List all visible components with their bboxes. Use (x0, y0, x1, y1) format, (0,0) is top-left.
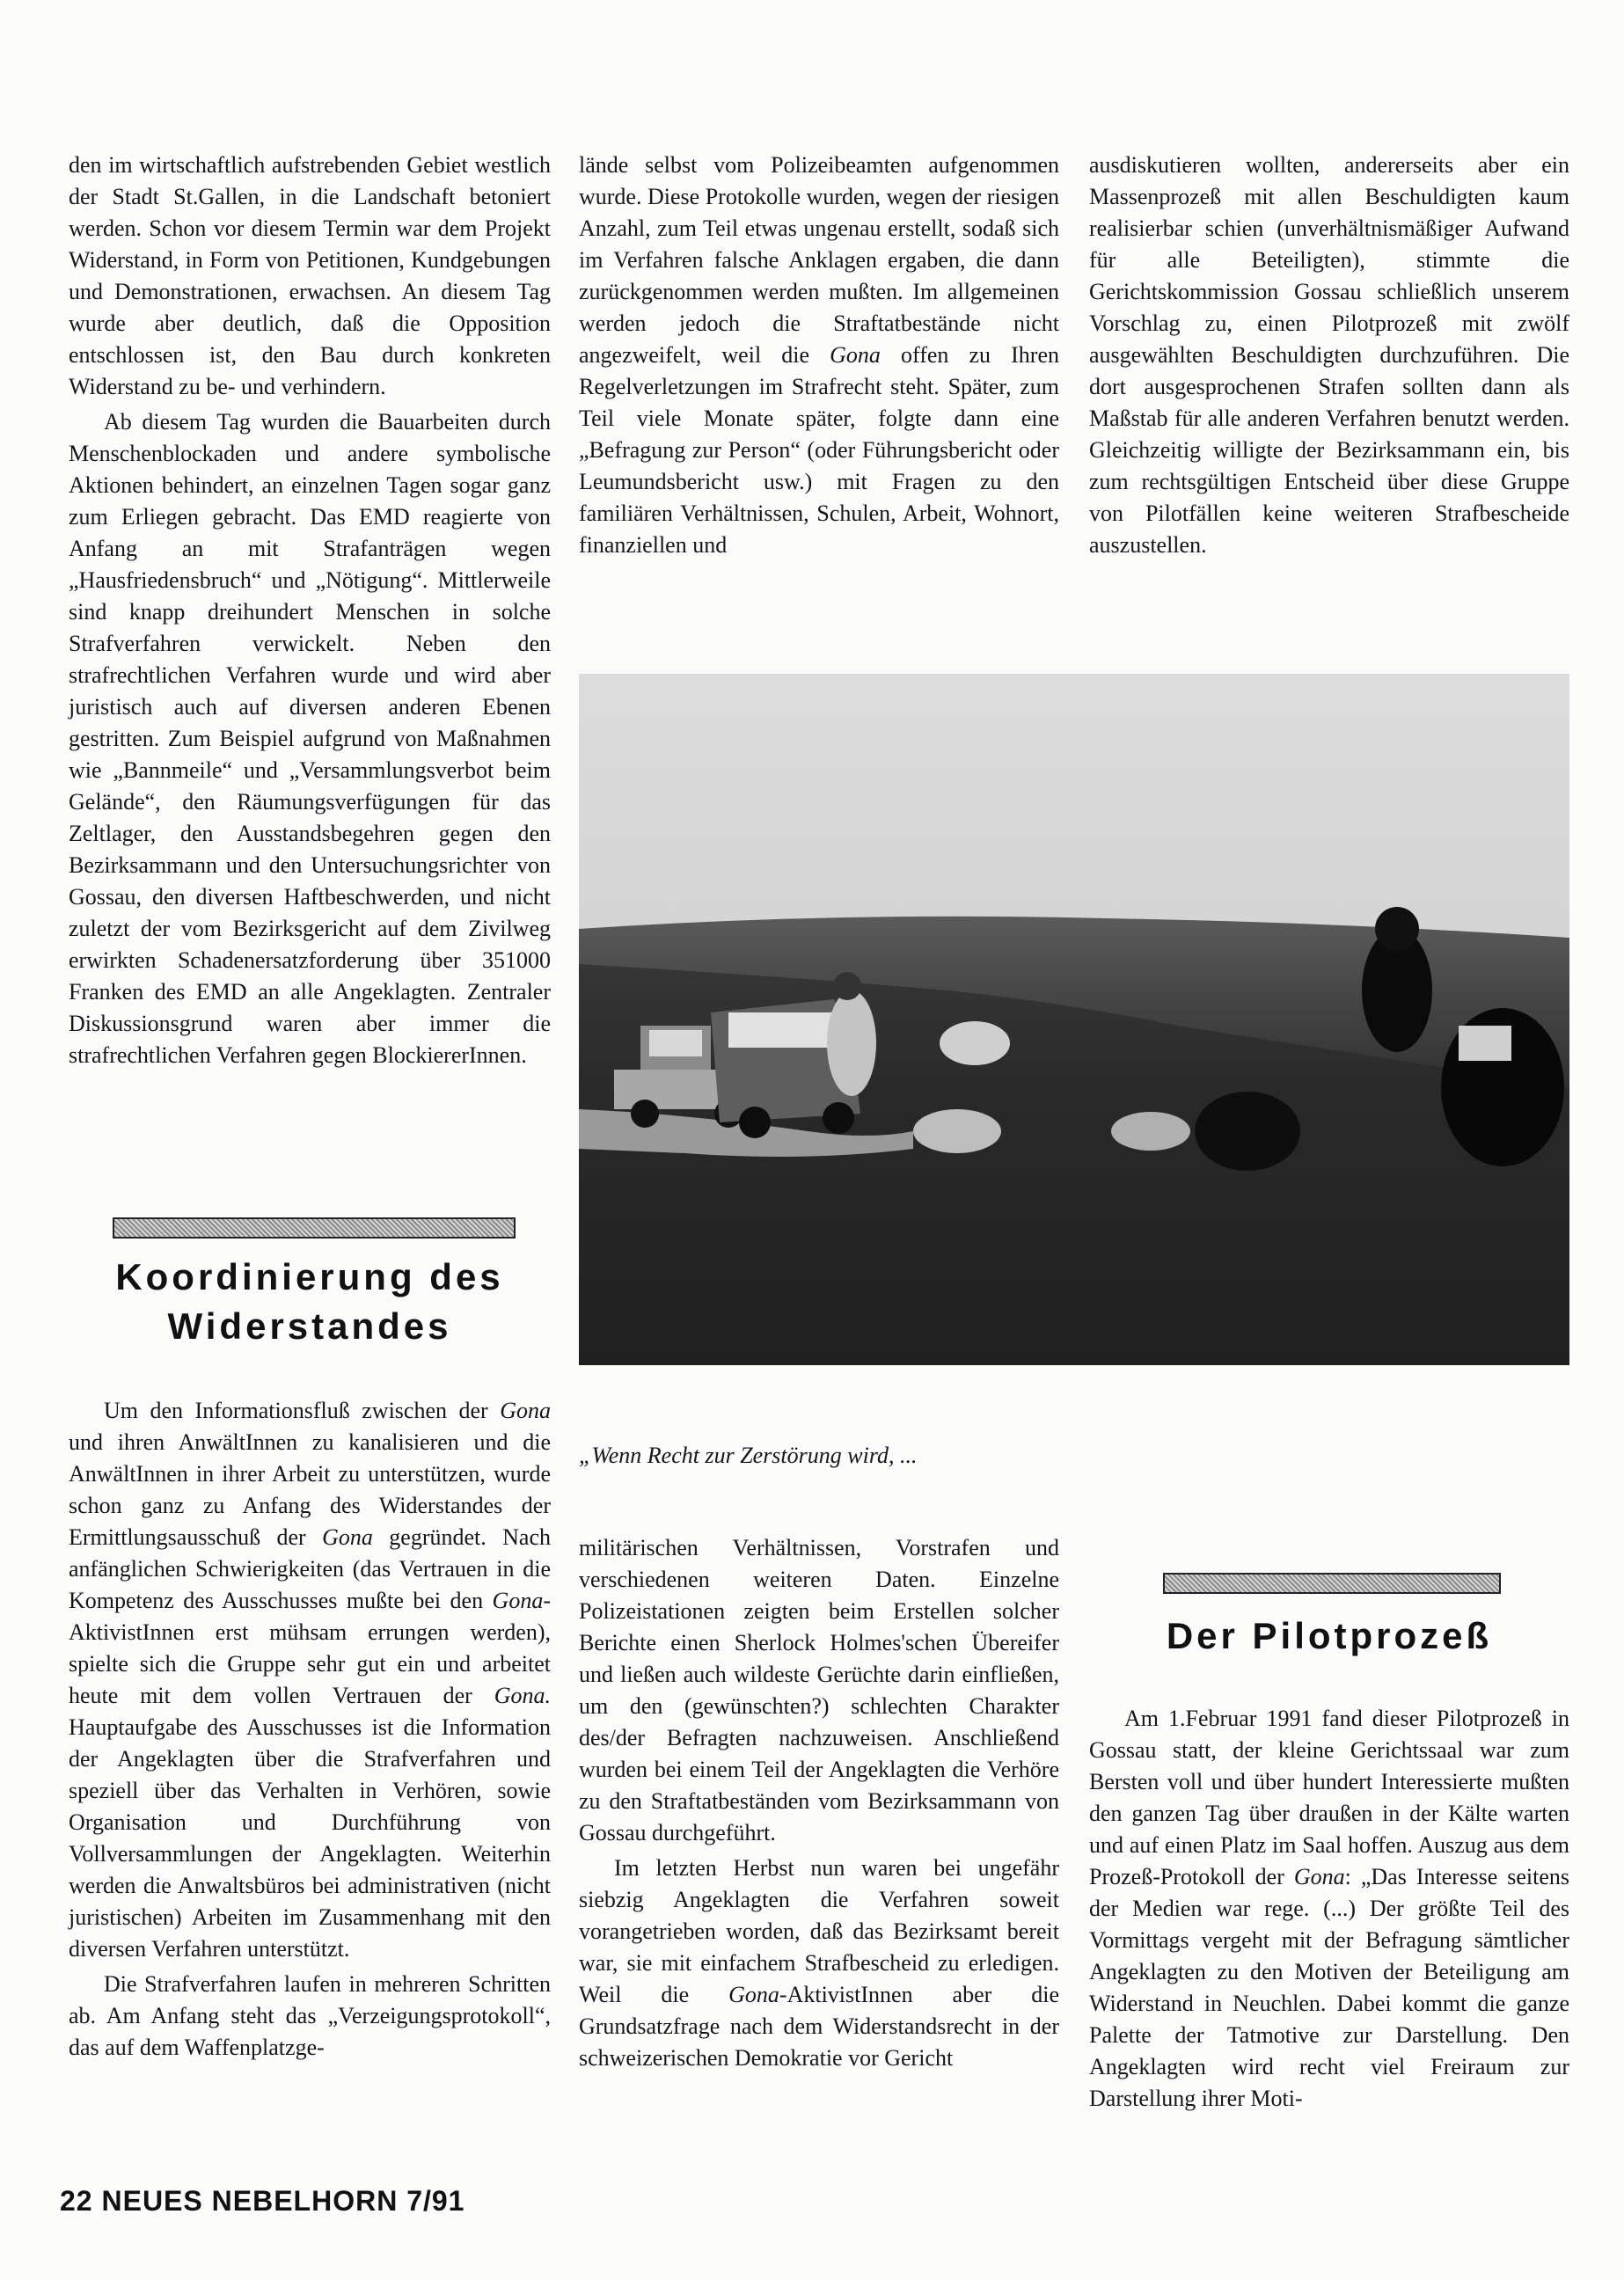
text: gegründet. Nach anfänglichen Schwierigkeiten (das Vertrauen in die Kompetenz des Ausschusses mußte bei den (69, 1524, 551, 1613)
heading-bar (1163, 1573, 1501, 1594)
text: Gona. (494, 1683, 551, 1708)
paragraph: ausdiskutieren wollten, andererseits aber ein Massenprozeß mit allen Beschuldigten kaum realisierbar schien (unverhältnismäßiger Aufwand für alle Beteiligten), stimmte die Gerichtskommission Gossau schließlich unserem Vorschlag zu, einen Pilotprozeß mit zwölf ausgewählten Beschuldigten durchzuführen. Die dort ausgesprochenen Strafen sollten dann als Maßstab für alle anderen Verfahren benutzt werden. Gleichzeitig willigte der Bezirksammann ein, bis zum rechtsgültigen Entscheid über diese Gruppe von Pilotfällen keine weiteren Strafbescheide auszustellen. (1089, 152, 1569, 558)
paragraph: militärischen Verhältnissen, Vorstrafen und verschiedenen weiteren Daten. Einzelne Polizeistationen zeigten beim Erstellen solcher Berichte einen Sherlock Holmes'schen Übereifer und ließen auch wildeste Gerüchte darin einfließen, um den (gewünschten?) schlechten Charakter des/der Befragten nachzuweisen. Anschließend wurden bei einem Teil der Angeklagten die Verhöre zu den Straftatbeständen vom Bezirksammann von Gossau durchgeführt. (579, 1535, 1059, 1845)
text: Gona (830, 342, 881, 368)
column-1-bottom (69, 1395, 551, 2064)
paragraph (579, 1852, 1059, 2074)
text: Hauptaufgabe des Ausschusses ist die Information der Angeklagten über die Strafverfahren und speziell über das Verhalten in Verhören, sowie Organisation und Durchführung von Vollversammlungen der Angeklagten. Weiterhin werden die Anwaltsbüros bei administrativen (nicht juristischen) Arbeiten im Zusammenhang mit den diversen Verfahren unterstützt. (69, 1714, 551, 1962)
section-heading-koordinierung (69, 1253, 551, 1351)
photo-caption: „Wenn Recht zur Zerstörung wird, ... (579, 1443, 918, 1468)
heading-bar (113, 1217, 516, 1239)
section-heading-pilotprozess: Der Pilotprozeß (1166, 1615, 1493, 1656)
text: Gona (492, 1588, 544, 1613)
text: Gona (1293, 1864, 1345, 1889)
paragraph (579, 150, 1059, 561)
paragraph: Die Strafverfahren laufen in mehreren Schritten ab. Am Anfang steht das „Verzeigungsprotokoll“, das auf dem Waffenplatzge- (69, 1971, 551, 2060)
photograph-vehicles-blockade (579, 674, 1569, 1365)
heading-line: Koordinierung des (115, 1256, 504, 1297)
column-3-top (1089, 150, 1569, 561)
paragraph (1089, 1703, 1569, 2115)
column-1-top (69, 150, 551, 1071)
paragraph: den im wirtschaftlich aufstrebenden Gebiet westlich der Stadt St.Gallen, in die Landschaft betoniert werden. Schon vor diesem Termin war dem Projekt Widerstand, in Form von Petitionen, Kundgebungen und Demonstrationen, erwachsen. An diesem Tag wurde aber deutlich, daß die Opposition entschlossen ist, den Bau durch konkreten Widerstand zu be- und verhindern. (69, 152, 551, 399)
text: -AktivistInnen aber die Grundsatzfrage nach dem Widerstandsrecht in der schweizerischen Demokratie vor Gericht (579, 1982, 1059, 2071)
text: -AktivistInnen erst mühsam errungen werden), spielte sich die Gruppe sehr gut ein und arbeitet heute mit dem vollen Vertrauen der (69, 1588, 551, 1708)
column-3-bottom (1089, 1703, 1569, 2115)
page-footer: 22 NEUES NEBELHORN 7/91 (60, 2185, 465, 2217)
column-2-bottom (579, 1532, 1059, 2074)
text: Am 1.Februar 1991 fand dieser Pilotprozeß in Gossau statt, der kleine Gerichtssaal war zum Bersten voll und über hundert Interessierte mußten den ganzen Tag über draußen in der Kälte warten und auf einen Platz im Saal hoffen. Auszug aus dem Prozeß-Protokoll der (1089, 1706, 1569, 1889)
photo-illustration (579, 674, 1569, 1365)
text: und ihren AnwältInnen zu kanalisieren und die AnwältInnen in ihrer Arbeit zu unterstützen, wurde schon ganz zu Anfang des Widerstandes der Ermittlungsausschuß der (69, 1429, 551, 1550)
heading-line: Widerstandes (167, 1305, 452, 1347)
paragraph (69, 1395, 551, 1965)
text: Gona (728, 1982, 779, 2007)
column-2-top (579, 150, 1059, 561)
text: Gona (322, 1524, 373, 1550)
text: Um den Informationsfluß zwischen der (104, 1398, 501, 1423)
text: : „Das Interesse seitens der Medien war rege. (...) Der größte Teil des Vormittags vergeht mit der Befragung sämtlicher Angeklagten zu den Motiven der Beteiligung am Widerstand in Neuchlen. Dabei kommt die ganze Palette der Tatmotive zur Darstellung. Den Angeklagten wird recht viel Freiraum zur Darstellung ihrer Moti- (1089, 1864, 1570, 2111)
text: Gona (500, 1398, 551, 1423)
text: offen zu Ihren Regelverletzungen im Strafrecht steht. Später, zum Teil viele Monate später, folgte dann eine „Befragung zur Person“ (oder Führungsbericht oder Leumundsbericht usw.) mit Fragen zu den familiären Verhältnissen, Schulen, Arbeit, Wohnort, finanziellen und (579, 342, 1059, 558)
text: lände selbst vom Polizeibeamten aufgenommen wurde. Diese Protokolle wurden, wegen der riesigen Anzahl, zum Teil etwas ungenau erstellt, sodaß sich im Verfahren falsche Anklagen ergaben, die dann zurückgenommen werden mußten. Im allgemeinen werden jedoch die Straftatbestände nicht angezweifelt, weil die (579, 152, 1059, 368)
text: Im letzten Herbst nun waren bei ungefähr siebzig Angeklagten die Verfahren soweit vorangetrieben worden, daß das Bezirksamt bereit war, sie mit einfachem Strafbescheid zu erledigen. Weil die (579, 1855, 1059, 2007)
paragraph: Ab diesem Tag wurden die Bauarbeiten durch Menschenblockaden und andere symbolische Aktionen behindert, an einzelnen Tagen sogar ganz zum Erliegen gebracht. Das EMD reagierte von Anfang an mit Strafanträgen wegen „Hausfriedensbruch“ und „Nötigung“. Mittlerweile sind knapp dreihundert Menschen in solche Strafverfahren verwickelt. Neben den strafrechtlichen Verfahren wurde und wird aber juristisch auch auf diversen anderen Ebenen gestritten. Zum Beispiel aufgrund von Maßnahmen wie „Bannmeile“ und „Versammlungsverbot beim Gelände“, den Räumungsverfügungen für das Zeltlager, den Ausstandsbegehren gegen den Bezirksammann und den Untersuchungsrichter von Gossau, den diversen Haftbeschwerden, und nicht zuletzt der vom Bezirksgericht auf dem Zivilweg erwirkten Schadenersatzforderung über 351000 Franken des EMD an alle Angeklagten. Zentraler Diskussionsgrund waren aber immer die strafrechtlichen Verfahren gegen BlockiererInnen. (69, 409, 551, 1068)
